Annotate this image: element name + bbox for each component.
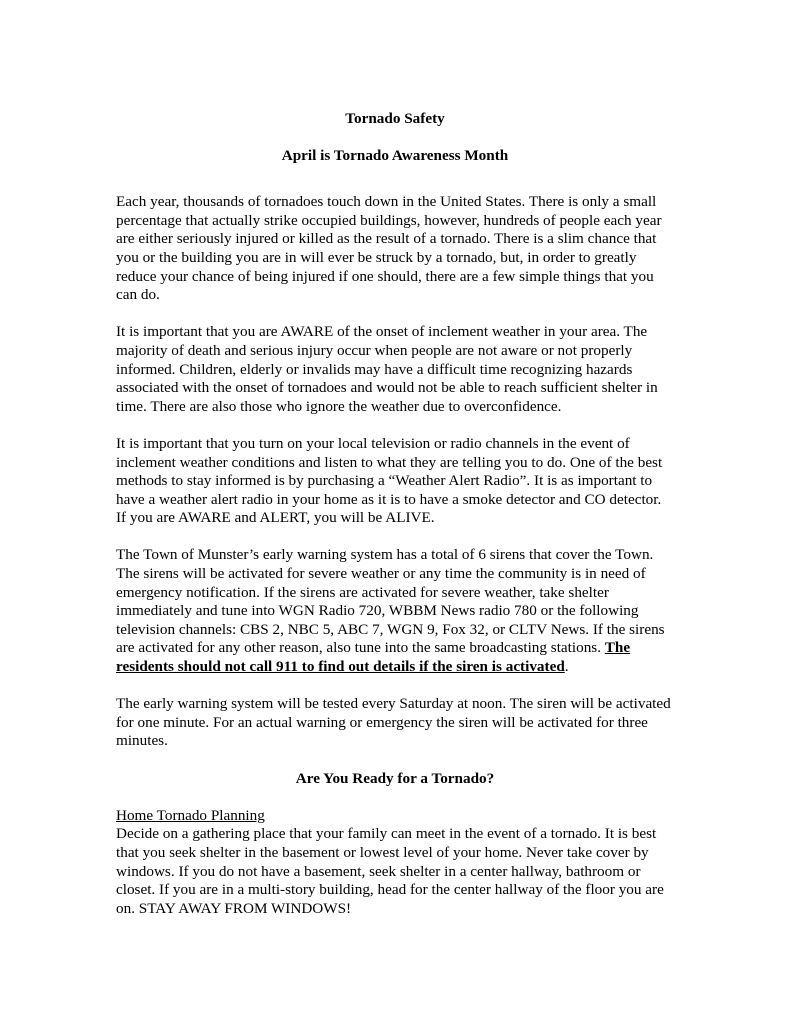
paragraph-aware: It is important that you are AWARE of the onset of inclement weather in your area. The majority of death and serious injury occur when people are not aware or not properly informed. Children, elderly or invalids may have a difficult time recognizing hazards associated with the onset of tornadoes and would not be able to reach sufficient shelter in time. There are also those who ignore the weather due to overconfidence. [116,323,658,415]
document-content [116,110,674,918]
paragraph-radio: It is important that you turn on your local television or radio channels in the event of inclement weather conditions and listen to what they are telling you to do. One of the best methods to stay informed is by purchasing a “Weather Alert Radio”. It is as important to have a weather alert radio in your home as it is to have a smoke detector and CO detector. If you are AWARE and ALERT, you will be ALIVE. [116,434,663,527]
document-title: Tornado Safety [345,110,445,127]
paragraph-home-planning: Decide on a gathering place that your family can meet in the event of a tornado. It is best that you seek shelter in the basement or lowest level of your home. Never take cover by windows. If you do not have a basement, seek shelter in a center hallway, bathroom or closet. If you are in a multi-story building, head for the center hallway of the floor you are on. STAY AWAY FROM WINDOWS! [116,825,664,917]
sirens-text: The Town of Munster’s early warning system has a total of 6 sirens that cover the Town. The sirens will be activated for severe weather or any time the community is in need of emergency notification. If the sirens are activated for severe weather, take shelter immediately and tune into WGN Radio 720, WBBM News radio 780 or the following television channels: CBS 2, NBC 5, ABC 7, WGN 9, Fox 32, or CLTV News. If the sirens are activated for any other reason, also tune into the same broadcasting stations. [116,546,665,657]
sub-heading: Home Tornado Planning [116,806,265,824]
paragraph-testing: The early warning system will be tested every Saturday at noon. The siren will be activated for one minute. For an actual warning or emergency the siren will be activated for three minutes. [116,695,671,750]
section-heading: Are You Ready for a Tornado? [295,769,495,787]
paragraph-intro: Each year, thousands of tornadoes touch down in the United States. There is only a small percentage that actually strike occupied buildings, however, hundreds of people each year are either seriously injured or killed as the result of a tornado. There is a slim chance that you or the building you are in will ever be struck by a tornado, but, in order to greatly reduce your chance of being injured if one should, there are a few simple things that you can do. [116,193,662,304]
warning-period: . [564,658,569,676]
document-subtitle: April is Tornado Awareness Month [281,146,509,164]
warning-text: The residents should not call 911 to find out details if the siren is activated [116,639,631,676]
paragraph-sirens [116,546,674,676]
